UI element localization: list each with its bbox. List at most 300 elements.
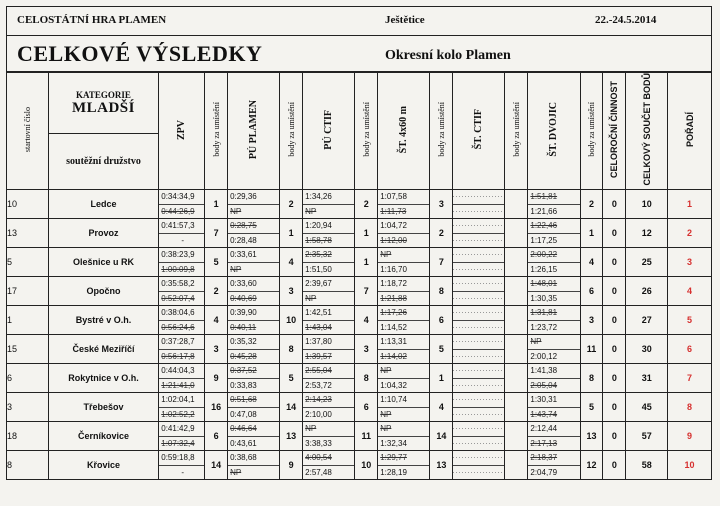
pu-plamen-points: 14 — [280, 393, 303, 422]
pu-ctif-points: 11 — [355, 422, 378, 451]
st-dvojic-points: 8 — [580, 364, 603, 393]
st-4x60-points: 7 — [430, 248, 453, 277]
col-zpv: ZPV — [159, 73, 205, 190]
attempt-2: 0:44:26,9 — [159, 204, 204, 219]
zpv-points: 6 — [205, 422, 228, 451]
attempt-2: 2:53,72 — [303, 378, 354, 393]
ranking: 4 — [668, 277, 712, 306]
page-subtitle: Okresní kolo Plamen — [385, 48, 511, 63]
total-points: 25 — [626, 248, 668, 277]
attempt-1: 2:39,67 — [305, 279, 332, 288]
zpv-time — [159, 306, 205, 335]
attempt-1: 0:34:34,9 — [161, 192, 195, 201]
attempt-2: 0:56:17,8 — [159, 349, 204, 364]
table-row — [7, 248, 712, 277]
st-4x60-time — [378, 393, 430, 422]
pu-plamen-time — [228, 422, 280, 451]
attempt-1: 1:31,81 — [530, 308, 558, 317]
st-4x60-time — [378, 190, 430, 219]
st-ctif-points — [505, 451, 528, 480]
attempt-1: 2:35,32 — [305, 250, 332, 259]
team-name: Bystré v O.h. — [48, 306, 159, 335]
attempt-2: 1:21,88 — [378, 291, 429, 306]
attempt-2: NP — [228, 204, 279, 219]
total-points: 27 — [626, 306, 668, 335]
attempt-1: 0:29,36 — [230, 192, 257, 201]
attempt-1: NP — [380, 424, 392, 433]
attempt-1: 0:37,52 — [230, 366, 257, 375]
st-dvojic-points: 12 — [580, 451, 603, 480]
col-ranking: POŘADÍ — [668, 73, 712, 190]
pu-plamen-points: 4 — [280, 248, 303, 277]
year-activity: 0 — [603, 277, 626, 306]
attempt-1: 1:13,31 — [380, 337, 407, 346]
attempt-2: 2:00,12 — [528, 349, 579, 364]
pu-plamen-time — [228, 451, 280, 480]
team-name: Černíkovice — [48, 422, 159, 451]
attempt-1: 0:33,60 — [230, 279, 257, 288]
start-number: 5 — [7, 248, 49, 277]
team-name: Křovice — [48, 451, 159, 480]
attempt-2: 1:43,04 — [303, 320, 354, 335]
col-pu-plamen-points: body za umístění — [280, 73, 303, 190]
st-ctif-time — [453, 393, 505, 422]
team-name: Provoz — [48, 219, 159, 248]
st-dvojic-time — [528, 277, 580, 306]
attempt-2: 1:21,66 — [528, 204, 579, 219]
pu-ctif-time — [303, 306, 355, 335]
pu-ctif-time — [303, 277, 355, 306]
ranking: 2 — [668, 219, 712, 248]
attempt-2: 1:12,00 — [378, 233, 429, 248]
attempt-1: 0:28,75 — [230, 221, 257, 230]
pu-ctif-points: 8 — [355, 364, 378, 393]
attempt-2: 1:58,78 — [303, 233, 354, 248]
st-dvojic-time — [528, 219, 580, 248]
start-number: 8 — [7, 451, 49, 480]
pu-ctif-time — [303, 219, 355, 248]
attempt-1: 1:07,58 — [380, 192, 407, 201]
pu-ctif-points: 1 — [355, 219, 378, 248]
col-pu-ctif-points: body za umístění — [355, 73, 378, 190]
col-year-activity: CELOROČNÍ ČINNOST — [603, 73, 626, 190]
attempt-1: 0:35,32 — [230, 337, 257, 346]
attempt-2: 2:17,13 — [528, 436, 579, 451]
st-4x60-time — [378, 219, 430, 248]
zpv-time — [159, 422, 205, 451]
st-4x60-time — [378, 335, 430, 364]
col-team: soutěžní družstvo — [48, 134, 159, 190]
pu-plamen-points: 9 — [280, 451, 303, 480]
st-4x60-time — [378, 451, 430, 480]
attempt-2: 0:33,83 — [228, 378, 279, 393]
attempt-2: 1:00:09,8 — [159, 262, 204, 277]
table-row — [7, 277, 712, 306]
zpv-points: 4 — [205, 306, 228, 335]
total-points: 10 — [626, 190, 668, 219]
total-points: 30 — [626, 335, 668, 364]
col-st-dvojic-points: body za umístění — [580, 73, 603, 190]
st-ctif-time — [453, 335, 505, 364]
table-row — [7, 306, 712, 335]
table-row — [7, 219, 712, 248]
attempt-1: 2:12,44 — [530, 424, 558, 433]
year-activity: 0 — [603, 422, 626, 451]
year-activity: 0 — [603, 335, 626, 364]
st-4x60-points: 1 — [430, 364, 453, 393]
pu-ctif-points: 6 — [355, 393, 378, 422]
st-dvojic-points: 4 — [580, 248, 603, 277]
team-name: Opočno — [48, 277, 159, 306]
team-name: Olešnice u RK — [48, 248, 159, 277]
st-dvojic-time — [528, 190, 580, 219]
attempt-2: NP — [303, 291, 354, 306]
zpv-points: 9 — [205, 364, 228, 393]
start-number: 18 — [7, 422, 49, 451]
table-row — [7, 393, 712, 422]
pu-ctif-time — [303, 248, 355, 277]
attempt-1: 1:04,72 — [380, 221, 407, 230]
st-ctif-time — [453, 306, 505, 335]
ranking: 9 — [668, 422, 712, 451]
st-dvojic-points: 3 — [580, 306, 603, 335]
total-points: 31 — [626, 364, 668, 393]
st-dvojic-points: 13 — [580, 422, 603, 451]
team-name: Třebešov — [48, 393, 159, 422]
col-start-number: startovní číslo — [7, 73, 49, 190]
col-st-ctif-points: body za umístění — [505, 73, 528, 190]
attempt-1: 2:55,04 — [305, 366, 332, 375]
attempt-2: NP — [303, 204, 354, 219]
attempt-1: 2:14,23 — [305, 395, 332, 404]
zpv-time — [159, 277, 205, 306]
st-4x60-time — [378, 364, 430, 393]
attempt-1: 1:34,26 — [305, 192, 332, 201]
st-dvojic-time — [528, 306, 580, 335]
attempt-2: 1:04,32 — [378, 378, 429, 393]
attempt-2: 1:26,15 — [528, 262, 579, 277]
ranking: 8 — [668, 393, 712, 422]
table-row — [7, 364, 712, 393]
zpv-time — [159, 248, 205, 277]
st-4x60-points: 13 — [430, 451, 453, 480]
attempt-1: NP — [305, 424, 317, 433]
zpv-time — [159, 393, 205, 422]
table-row — [7, 335, 712, 364]
results-table — [6, 72, 712, 480]
attempt-2: 1:21:41,0 — [159, 378, 204, 393]
total-points: 45 — [626, 393, 668, 422]
attempt-1: 1:17,26 — [380, 308, 407, 317]
pu-ctif-time — [303, 364, 355, 393]
start-number: 1 — [7, 306, 49, 335]
attempt-1: 1:30,31 — [530, 395, 558, 404]
attempt-2: 2:57,48 — [303, 465, 354, 480]
team-name: České Meziříčí — [48, 335, 159, 364]
attempt-1: 1:29,77 — [380, 453, 407, 462]
col-pu-plamen: PÚ PLAMEN — [228, 73, 280, 190]
zpv-points: 16 — [205, 393, 228, 422]
ranking: 6 — [668, 335, 712, 364]
pu-ctif-time — [303, 190, 355, 219]
ranking: 10 — [668, 451, 712, 480]
attempt-2: NP — [378, 407, 429, 422]
attempt-2: 1:16,70 — [378, 262, 429, 277]
attempt-2: 1:23,72 — [528, 320, 579, 335]
pu-plamen-points: 1 — [280, 219, 303, 248]
attempt-2: 1:14,52 — [378, 320, 429, 335]
attempt-2: 1:11,73 — [378, 204, 429, 219]
attempt-1: 1:10,74 — [380, 395, 407, 404]
col-zpv-points: body za umístění — [205, 73, 228, 190]
st-dvojic-time — [528, 335, 580, 364]
venue: Ještětice — [385, 14, 425, 26]
zpv-points: 1 — [205, 190, 228, 219]
col-pu-ctif: PÚ CTIF — [303, 73, 355, 190]
st-4x60-points: 5 — [430, 335, 453, 364]
page-title: CELKOVÉ VÝSLEDKY — [17, 41, 263, 66]
st-4x60-time — [378, 306, 430, 335]
st-dvojic-time — [528, 364, 580, 393]
st-ctif-points — [505, 219, 528, 248]
pu-ctif-points: 7 — [355, 277, 378, 306]
attempt-1: 0:35:58,2 — [161, 279, 195, 288]
attempt-1: 2:00,22 — [530, 250, 558, 259]
pu-ctif-points: 2 — [355, 190, 378, 219]
st-dvojic-points: 5 — [580, 393, 603, 422]
pu-plamen-points: 3 — [280, 277, 303, 306]
team-name: Rokytnice v O.h. — [48, 364, 159, 393]
col-total-points: CELKOVÝ SOUČET BODŮ — [626, 73, 668, 190]
year-activity: 0 — [603, 248, 626, 277]
zpv-time — [159, 364, 205, 393]
st-dvojic-time — [528, 393, 580, 422]
attempt-2: 1:51,50 — [303, 262, 354, 277]
header-bar — [6, 6, 712, 36]
attempt-2: 1:43,74 — [528, 407, 579, 422]
pu-ctif-time — [303, 451, 355, 480]
year-activity: 0 — [603, 190, 626, 219]
attempt-1: 2:18,37 — [530, 453, 558, 462]
st-ctif-points — [505, 422, 528, 451]
attempt-1: NP — [530, 337, 542, 346]
st-dvojic-time — [528, 422, 580, 451]
pu-plamen-time — [228, 248, 280, 277]
attempt-2: 0:28,48 — [228, 233, 279, 248]
attempt-2: - — [159, 465, 204, 480]
attempt-1: 1:48,01 — [530, 279, 558, 288]
start-number: 6 — [7, 364, 49, 393]
total-points: 26 — [626, 277, 668, 306]
col-st-4x60: ŠT. 4x60 m — [378, 73, 430, 190]
attempt-2: 0:40,69 — [228, 291, 279, 306]
attempt-2: 0:52:07,4 — [159, 291, 204, 306]
organization-title: CELOSTÁTNÍ HRA PLAMEN — [17, 14, 167, 26]
team-name: Ledce — [48, 190, 159, 219]
attempt-1: 0:38:04,6 — [161, 308, 195, 317]
start-number: 17 — [7, 277, 49, 306]
attempt-2: 1:28,19 — [378, 465, 429, 480]
st-ctif-points — [505, 364, 528, 393]
st-ctif-time — [453, 248, 505, 277]
table-row — [7, 451, 712, 480]
st-ctif-points — [505, 277, 528, 306]
year-activity: 0 — [603, 364, 626, 393]
zpv-points: 7 — [205, 219, 228, 248]
pu-plamen-time — [228, 277, 280, 306]
table-row — [7, 190, 712, 219]
pu-plamen-points: 8 — [280, 335, 303, 364]
st-4x60-points: 14 — [430, 422, 453, 451]
attempt-2: 2:10,00 — [303, 407, 354, 422]
st-dvojic-points: 2 — [580, 190, 603, 219]
col-category: KATEGORIE MLADŠÍ — [48, 73, 159, 134]
start-number: 3 — [7, 393, 49, 422]
pu-plamen-points: 10 — [280, 306, 303, 335]
st-ctif-points — [505, 393, 528, 422]
pu-ctif-points: 1 — [355, 248, 378, 277]
attempt-2: 0:45,28 — [228, 349, 279, 364]
attempt-2: 0:47,08 — [228, 407, 279, 422]
title-bar — [6, 36, 712, 72]
st-dvojic-time — [528, 248, 580, 277]
attempt-2: NP — [228, 262, 279, 277]
attempt-2: 0:40,11 — [228, 320, 279, 335]
attempt-2: 1:32,34 — [378, 436, 429, 451]
attempt-1: 0:33,61 — [230, 250, 257, 259]
pu-ctif-time — [303, 335, 355, 364]
st-ctif-time — [453, 219, 505, 248]
col-st-dvojic: ŠT. DVOJIC — [528, 73, 580, 190]
start-number: 10 — [7, 190, 49, 219]
attempt-2: 0:56:24,6 — [159, 320, 204, 335]
zpv-time — [159, 190, 205, 219]
attempt-2: 1:14,02 — [378, 349, 429, 364]
pu-ctif-points: 3 — [355, 335, 378, 364]
year-activity: 0 — [603, 393, 626, 422]
st-ctif-time — [453, 277, 505, 306]
attempt-2: 1:02:52,2 — [159, 407, 204, 422]
pu-ctif-points: 10 — [355, 451, 378, 480]
attempt-1: 1:51,81 — [530, 192, 558, 201]
total-points: 57 — [626, 422, 668, 451]
ranking: 7 — [668, 364, 712, 393]
attempt-1: 1:02:04,1 — [161, 395, 195, 404]
st-4x60-time — [378, 277, 430, 306]
attempt-1: 1:22,46 — [530, 221, 558, 230]
start-number: 15 — [7, 335, 49, 364]
pu-plamen-time — [228, 219, 280, 248]
attempt-2: 1:30,35 — [528, 291, 579, 306]
attempt-1: 0:37:28,7 — [161, 337, 195, 346]
category-value: MLADŠÍ — [71, 99, 135, 116]
attempt-1: 1:20,94 — [305, 221, 332, 230]
attempt-2: 1:39,57 — [303, 349, 354, 364]
pu-ctif-points: 4 — [355, 306, 378, 335]
attempt-2: 2:04,79 — [528, 465, 579, 480]
st-4x60-points: 2 — [430, 219, 453, 248]
attempt-1: 0:41:57,3 — [161, 221, 195, 230]
col-st-ctif: ŠT. CTIF — [453, 73, 505, 190]
pu-plamen-time — [228, 306, 280, 335]
attempt-2: 1:07:32,4 — [159, 436, 204, 451]
attempt-2: 2:05,04 — [528, 378, 579, 393]
attempt-1: NP — [380, 250, 392, 259]
attempt-1: 1:37,80 — [305, 337, 332, 346]
attempt-2: NP — [228, 465, 279, 480]
pu-plamen-points: 2 — [280, 190, 303, 219]
pu-ctif-time — [303, 393, 355, 422]
st-ctif-points — [505, 190, 528, 219]
results-body — [7, 190, 712, 480]
attempt-1: 0:59:18,8 — [161, 453, 195, 462]
table-row — [7, 422, 712, 451]
year-activity: 0 — [603, 306, 626, 335]
st-ctif-time — [453, 422, 505, 451]
st-4x60-points: 4 — [430, 393, 453, 422]
st-dvojic-time — [528, 451, 580, 480]
st-ctif-points — [505, 248, 528, 277]
st-4x60-points: 8 — [430, 277, 453, 306]
pu-plamen-time — [228, 393, 280, 422]
st-dvojic-points: 6 — [580, 277, 603, 306]
st-4x60-points: 3 — [430, 190, 453, 219]
st-ctif-time — [453, 364, 505, 393]
start-number: 13 — [7, 219, 49, 248]
st-4x60-time — [378, 248, 430, 277]
st-4x60-points: 6 — [430, 306, 453, 335]
ranking: 5 — [668, 306, 712, 335]
event-date: 22.-24.5.2014 — [595, 14, 657, 26]
attempt-2: 3:38,33 — [303, 436, 354, 451]
attempt-1: 0:38:23,9 — [161, 250, 195, 259]
year-activity: 0 — [603, 451, 626, 480]
attempt-1: 0:46,64 — [230, 424, 257, 433]
attempt-1: 0:41:42,9 — [161, 424, 195, 433]
ranking: 3 — [668, 248, 712, 277]
pu-plamen-time — [228, 190, 280, 219]
pu-plamen-points: 13 — [280, 422, 303, 451]
pu-ctif-time — [303, 422, 355, 451]
st-dvojic-points: 1 — [580, 219, 603, 248]
attempt-1: 0:39,90 — [230, 308, 257, 317]
st-ctif-points — [505, 335, 528, 364]
attempt-2: 1:17,25 — [528, 233, 579, 248]
st-ctif-time — [453, 451, 505, 480]
zpv-time — [159, 335, 205, 364]
attempt-1: 4:00,54 — [305, 453, 332, 462]
zpv-points: 2 — [205, 277, 228, 306]
attempt-1: 1:41,38 — [530, 366, 558, 375]
year-activity: 0 — [603, 219, 626, 248]
zpv-points: 5 — [205, 248, 228, 277]
pu-plamen-time — [228, 335, 280, 364]
zpv-time — [159, 219, 205, 248]
st-dvojic-points: 11 — [580, 335, 603, 364]
total-points: 58 — [626, 451, 668, 480]
attempt-1: 0:51,68 — [230, 395, 257, 404]
total-points: 12 — [626, 219, 668, 248]
attempt-1: 1:42,51 — [305, 308, 332, 317]
col-st-4x60-points: body za umístění — [430, 73, 453, 190]
zpv-points: 14 — [205, 451, 228, 480]
zpv-time — [159, 451, 205, 480]
st-ctif-points — [505, 306, 528, 335]
st-ctif-time — [453, 190, 505, 219]
results-sheet — [6, 6, 712, 500]
attempt-1: 1:18,72 — [380, 279, 407, 288]
st-4x60-time — [378, 422, 430, 451]
